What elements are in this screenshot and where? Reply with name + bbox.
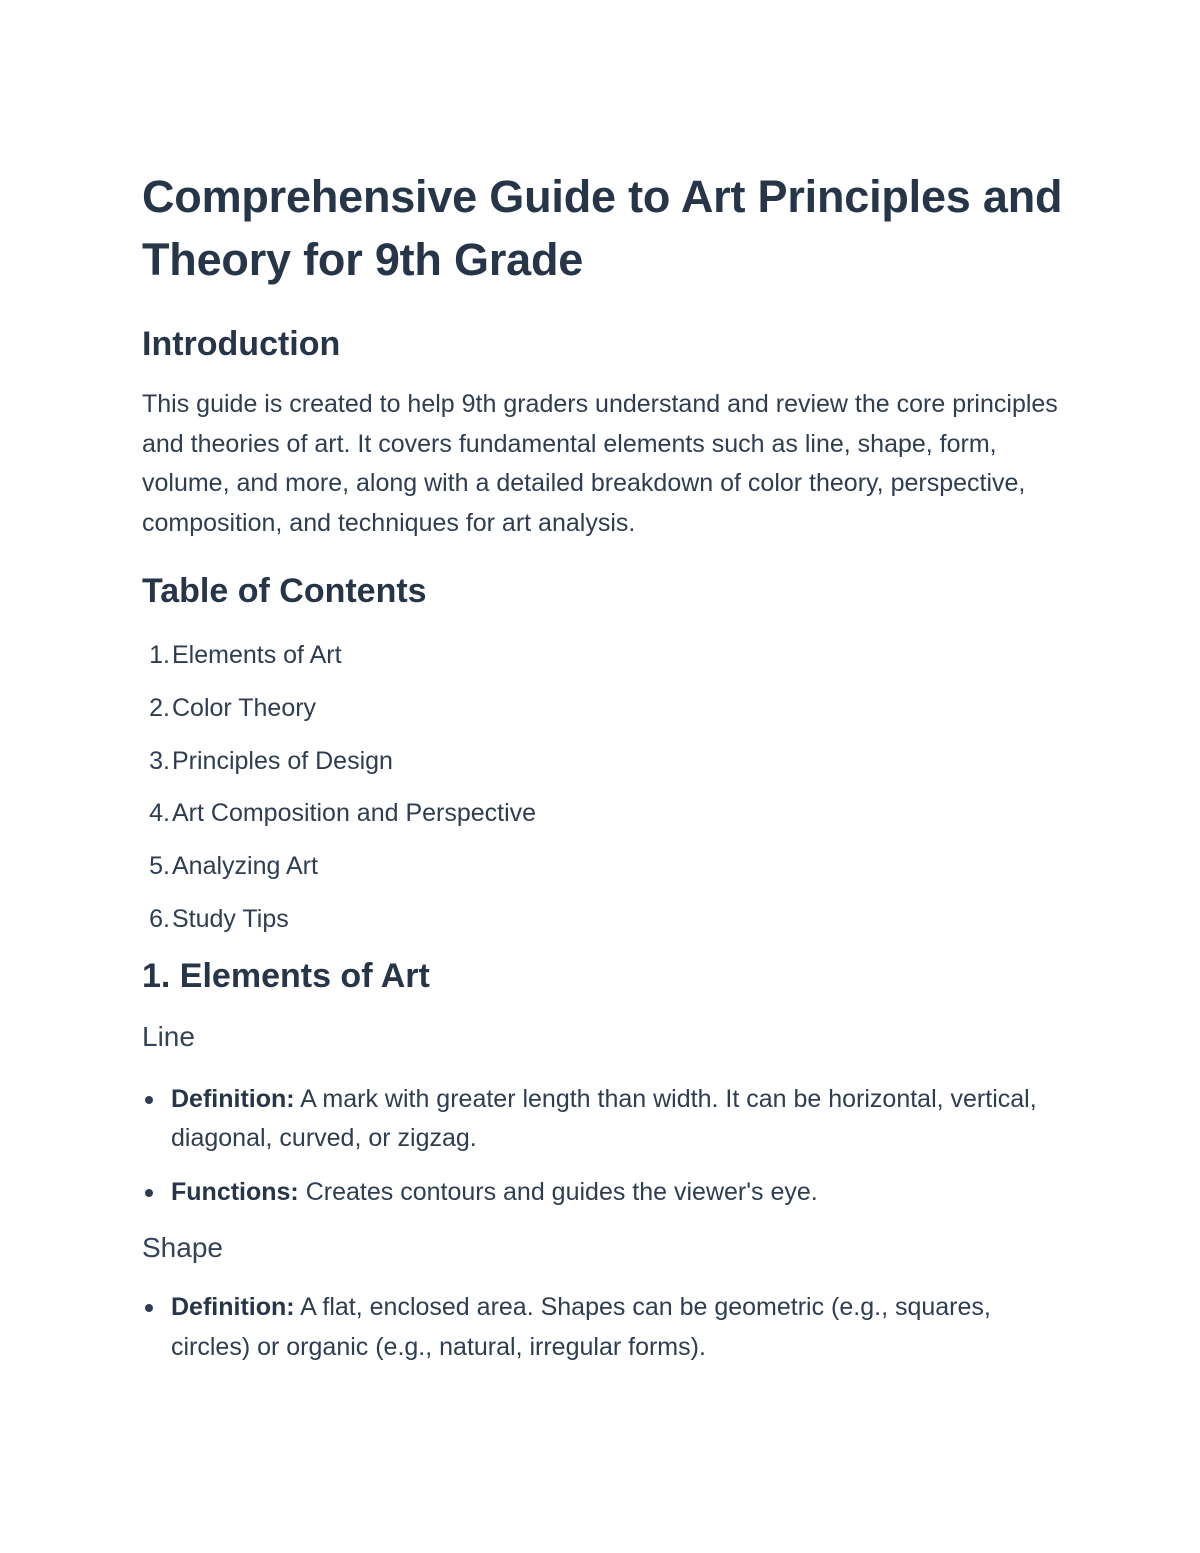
bullet-text: A flat, enclosed area. Shapes can be geometric (e.g., squares, circles) or organic (e.g., natural, irregular forms). bbox=[171, 1293, 991, 1361]
toc-heading: Table of Contents bbox=[142, 572, 427, 610]
toc-item-label: Art Composition and Perspective bbox=[172, 799, 537, 828]
toc-item-label: Elements of Art bbox=[172, 641, 342, 669]
section-elements-of-art-heading: 1. Elements of Art bbox=[142, 956, 430, 995]
toc-item-number: 3. bbox=[149, 746, 170, 775]
toc-item-label: Color Theory bbox=[172, 693, 317, 722]
subsection-line-heading: Line bbox=[142, 1020, 195, 1052]
line-bullet-list bbox=[142, 1080, 1072, 1213]
toc-item-number: 5. bbox=[149, 852, 170, 881]
toc-item-label: Principles of Design bbox=[172, 746, 393, 775]
document-page bbox=[142, 165, 1072, 1367]
toc-item-color-theory[interactable] bbox=[142, 691, 1072, 725]
list-item bbox=[142, 1173, 1072, 1213]
toc-item-label: Analyzing Art bbox=[172, 852, 318, 881]
subsection-shape-heading: Shape bbox=[142, 1232, 223, 1264]
bullet-text: A mark with greater length than width. It can be horizontal, vertical, diagonal, curved, or zigzag. bbox=[171, 1084, 1037, 1153]
toc-item-number: 4. bbox=[149, 799, 170, 828]
bullet-term: Functions: bbox=[171, 1177, 299, 1206]
introduction-heading: Introduction bbox=[142, 325, 341, 363]
toc-item-label: Study Tips bbox=[172, 904, 289, 933]
toc-item-analyzing-art[interactable] bbox=[142, 849, 1072, 883]
toc-item-study-tips[interactable] bbox=[142, 902, 1072, 936]
introduction-paragraph: This guide is created to help 9th graders understand and review the core principles and theories of art. It covers fundamental elements such as line, shape, form, volume, and more, along with a detailed breakdown of color theory, perspective, composition, and techniques for art analysis. bbox=[142, 390, 1058, 537]
list-item bbox=[142, 1288, 1072, 1367]
shape-bullet-list bbox=[142, 1288, 1072, 1367]
bullet-text: Creates contours and guides the viewer's eye. bbox=[298, 1177, 818, 1206]
toc-item-number: 1. bbox=[149, 641, 170, 669]
toc-list bbox=[142, 638, 1072, 936]
toc-item-composition-perspective[interactable] bbox=[142, 796, 1072, 830]
toc-item-number: 2. bbox=[149, 693, 170, 722]
toc-item-number: 6. bbox=[149, 904, 170, 933]
bullet-term: Definition: bbox=[171, 1084, 295, 1113]
bullet-term: Definition: bbox=[171, 1293, 295, 1322]
document-title: Comprehensive Guide to Art Principles and Theory for 9th Grade bbox=[142, 171, 1063, 285]
list-item bbox=[142, 1080, 1072, 1159]
toc-item-elements-of-art[interactable] bbox=[142, 638, 1072, 672]
toc-item-principles-of-design[interactable] bbox=[142, 744, 1072, 778]
